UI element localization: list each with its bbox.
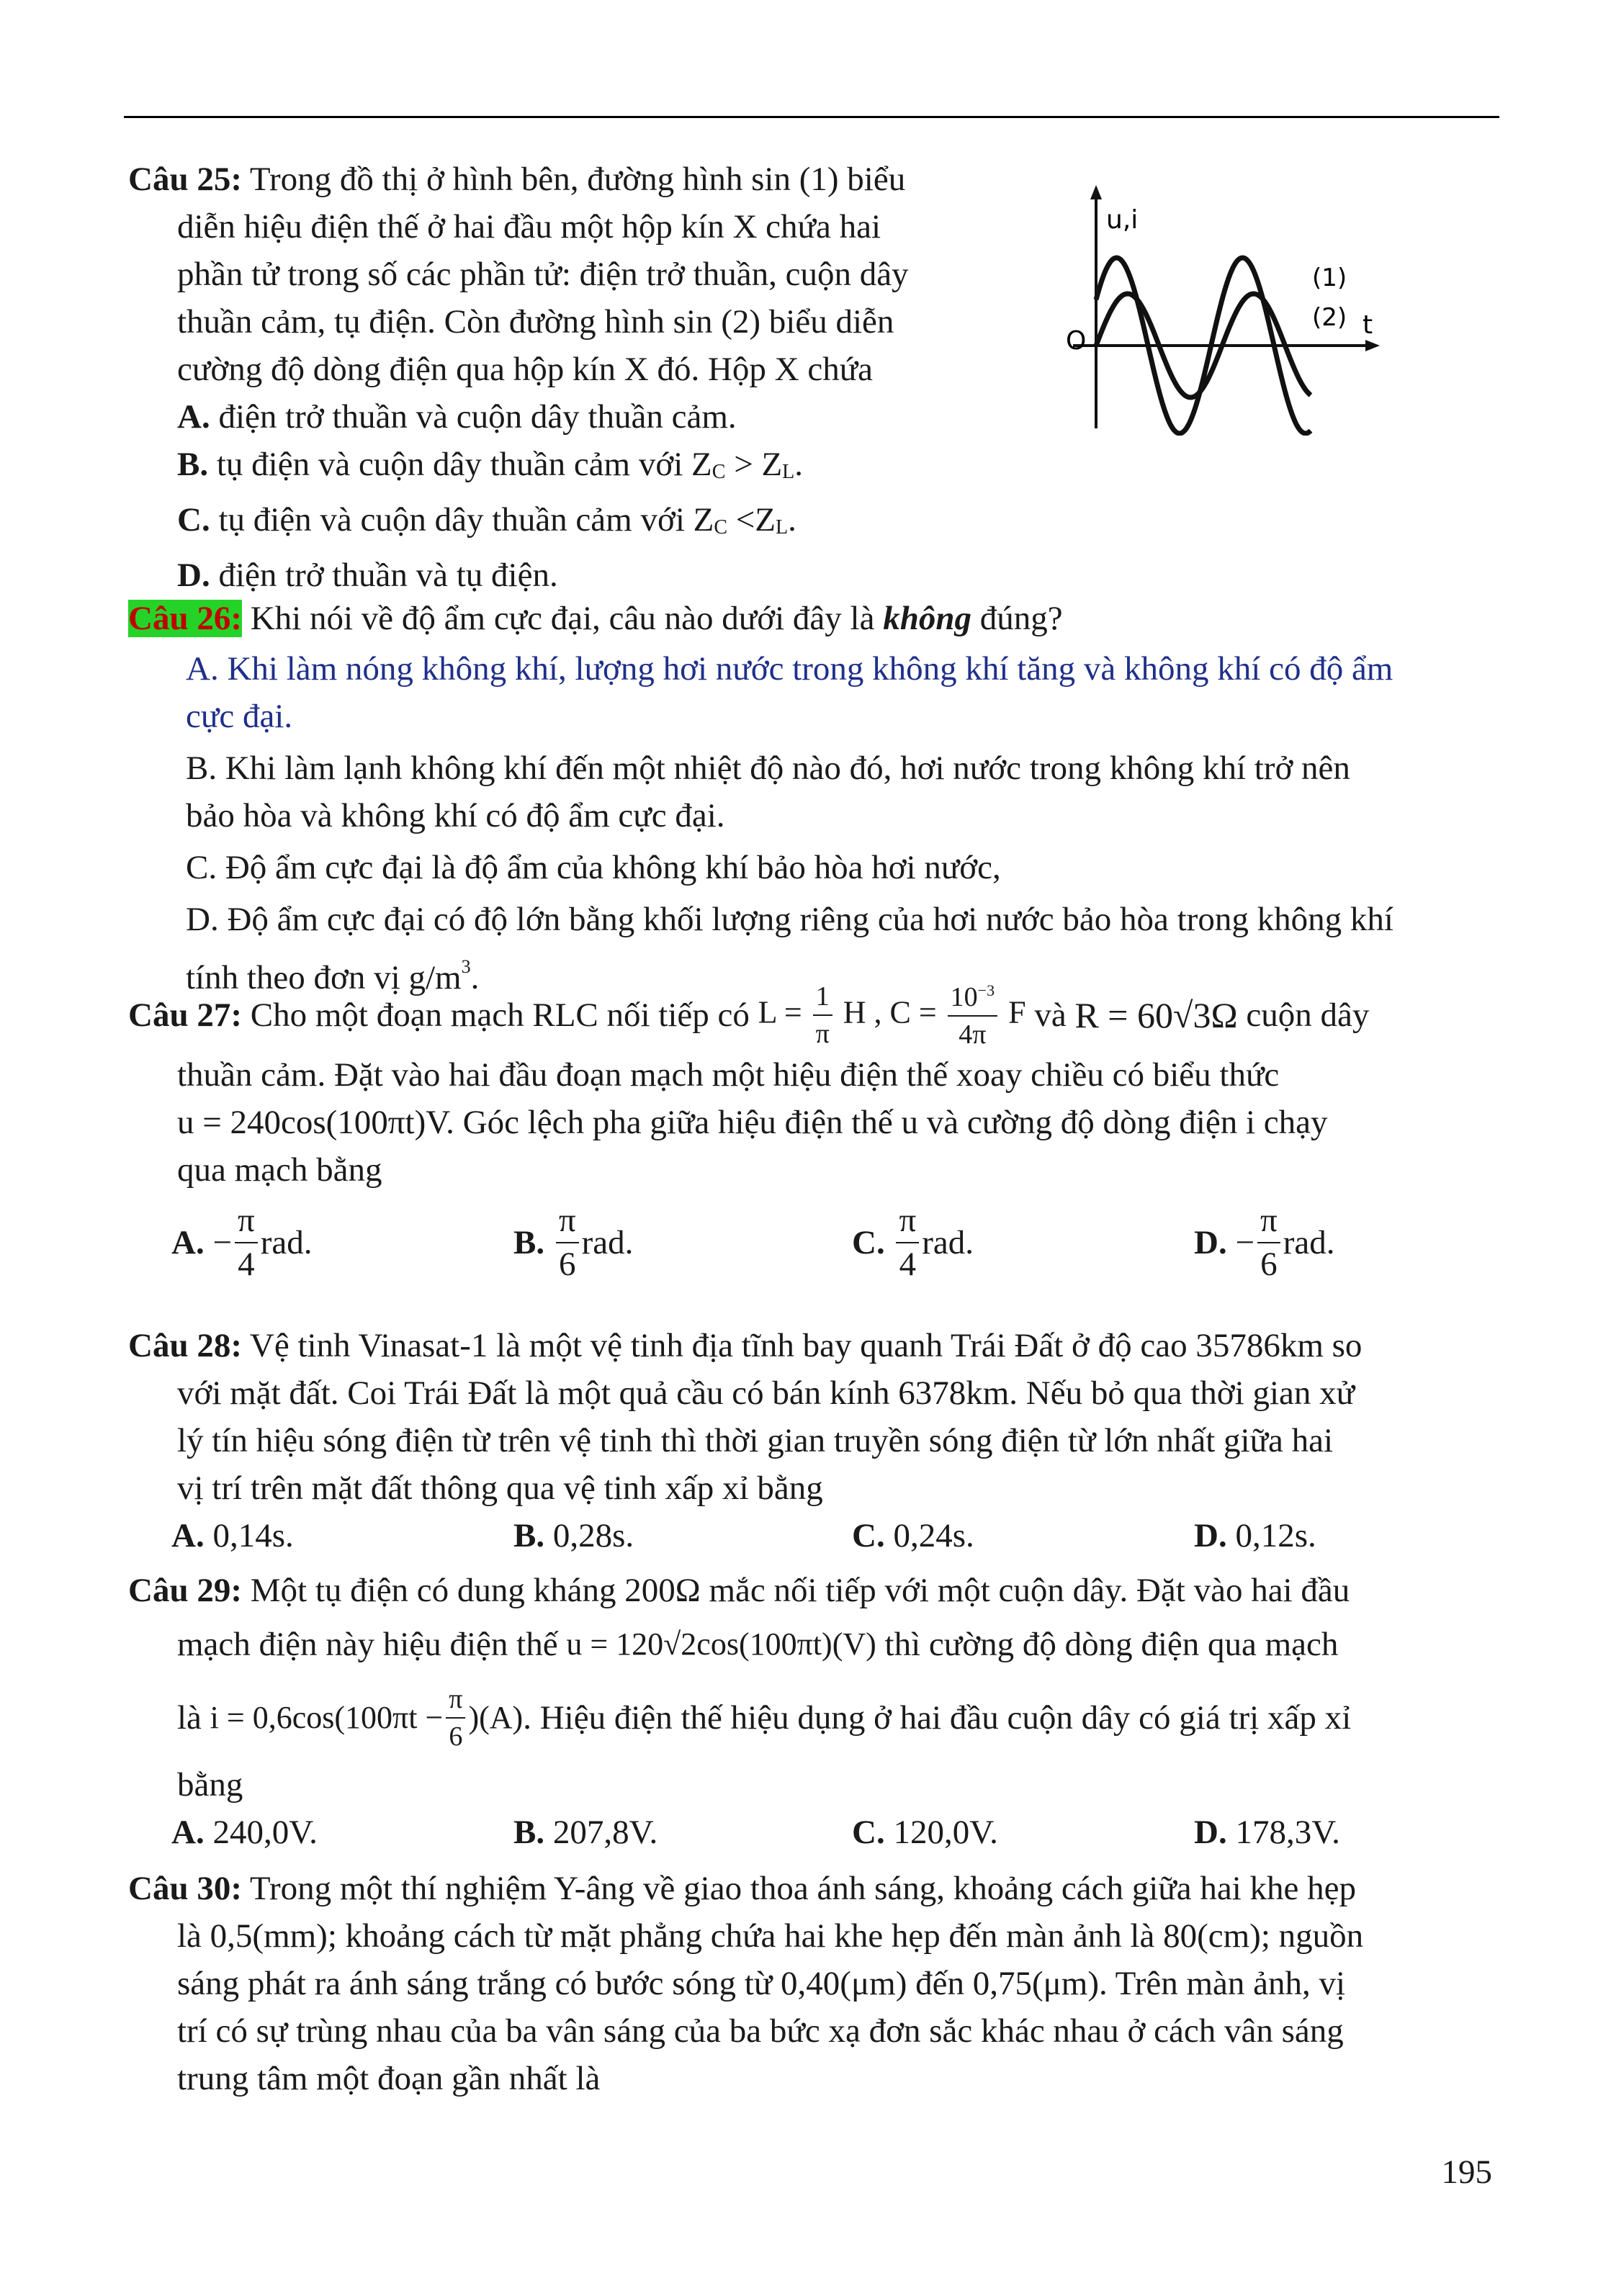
curve-2-label: (2) bbox=[1312, 303, 1347, 332]
q25-stem-line-2: diễn hiệu điện thế ở hai đầu một hộp kín X chứa hai bbox=[177, 208, 881, 246]
q28-option-a[interactable]: A. 0,14s. bbox=[171, 1517, 294, 1554]
q25-stem-line-1: Câu 25: Trong đồ thị ở hình bên, đường hình sin (1) biểu bbox=[128, 161, 906, 198]
q26-stem: Câu 26: Khi nói về độ ẩm cực đại, câu nào dưới đây là không đúng? bbox=[128, 600, 1063, 637]
q26-option-b[interactable]: B. Khi làm lạnh không khí đến một nhiệt độ nào đó, hơi nước trong không khí trở nên bảo hòa và không khí có độ ẩm cực đại. bbox=[186, 749, 1350, 834]
q27-option-a[interactable]: A. − $\frac{\pi}{4}$ rad. bbox=[171, 1202, 313, 1283]
q27-options bbox=[128, 1199, 1496, 1286]
q26-label: Câu 26: bbox=[128, 600, 242, 637]
q25-label: Câu 25: bbox=[128, 161, 242, 198]
q25-ui-graph bbox=[1066, 184, 1383, 436]
q27-option-b[interactable]: B. $\frac{\pi}{6}$ rad. bbox=[513, 1202, 634, 1283]
page-number: 195 bbox=[1441, 2153, 1492, 2191]
q28-option-d[interactable]: D. 0,12s. bbox=[1194, 1517, 1316, 1554]
q25-stem-line-3: phần tử trong số các phần tử: điện trở thuần, cuộn dây bbox=[177, 256, 909, 293]
q29-stem-line-2: mạch điện này hiệu điện thế u = 120√2cos(100πt)(V) thì cường độ dòng điện qua mạch bbox=[128, 1614, 1496, 1675]
question-30 bbox=[128, 1865, 1496, 2102]
q25-option-c[interactable]: C. tụ điện và cuộn dây thuần cảm với ZC <ZL. bbox=[177, 501, 796, 539]
q30-label: Câu 30: bbox=[128, 1870, 242, 1907]
q30-stem-line-1: Câu 30: Trong một thí nghiệm Y-âng về giao thoa ánh sáng, khoảng cách giữa hai khe hẹp bbox=[128, 1870, 1356, 1907]
q30-stem-line-5: trung tâm một đoạn gần nhất là bbox=[177, 2060, 601, 2097]
q28-stem-line-1: Câu 28: Vệ tinh Vinasat-1 là một vệ tinh địa tĩnh bay quanh Trái Đất ở độ cao 35786km so bbox=[128, 1327, 1363, 1364]
q27-stem-line-1: Câu 27: Cho một đoạn mạch RLC nối tiếp có L = $\frac{1}{\pi}$ H , C = $\frac{10^{-3}}{4\pi}$ F và R = 60√3Ω cuộn dây bbox=[128, 981, 1370, 1050]
q28-stem-line-2: với mặt đất. Coi Trái Đất là một quả cầu có bán kính 6378km. Nếu bỏ qua thời gian xử bbox=[177, 1374, 1355, 1412]
header-rule bbox=[124, 116, 1499, 118]
q25-stem-line-4: thuần cảm, tụ điện. Còn đường hình sin (2) biểu diễn bbox=[177, 303, 894, 341]
q27-stem-line-3: u = 240cos(100πt)V. Góc lệch pha giữa hiệu điện thế u và cường độ dòng điện i chạy bbox=[177, 1104, 1328, 1141]
q30-stem-line-3: sáng phát ra ánh sáng trắng có bước sóng từ 0,40(μm) đến 0,75(μm). Trên màn ảnh, vị bbox=[177, 1965, 1346, 2002]
voltage-formula: u = 120√2cos(100πt)(V) bbox=[566, 1626, 876, 1662]
question-26 bbox=[128, 595, 1496, 1001]
q25-option-d[interactable]: D. điện trở thuần và tụ điện. bbox=[177, 557, 558, 594]
y-axis-arrow bbox=[1090, 185, 1102, 199]
q28-option-c[interactable]: C. 0,24s. bbox=[852, 1517, 974, 1554]
q28-options bbox=[128, 1512, 1496, 1559]
q27-stem-line-4: qua mạch bằng bbox=[177, 1151, 382, 1189]
q29-option-b[interactable]: B. 207,8V. bbox=[513, 1814, 658, 1851]
question-28 bbox=[128, 1322, 1496, 1559]
q27-stem-line-2: thuần cảm. Đặt vào hai đầu đoạn mạch một hiệu điện thế xoay chiều có biểu thức bbox=[177, 1056, 1280, 1094]
q29-stem-line-1: Câu 29: Một tụ điện có dung kháng 200Ω mắc nối tiếp với một cuộn dây. Đặt vào hai đầu bbox=[128, 1572, 1350, 1609]
q29-option-a[interactable]: A. 240,0V. bbox=[171, 1814, 318, 1851]
q25-option-b[interactable]: B. tụ điện và cuộn dây thuần cảm với ZC > ZL. bbox=[177, 446, 804, 483]
q28-label: Câu 28: bbox=[128, 1327, 242, 1364]
question-25 bbox=[128, 156, 1036, 599]
q27-label: Câu 27: bbox=[128, 996, 242, 1034]
q30-stem-line-4: trí có sự trùng nhau của ba vân sáng của ba bức xạ đơn sắc khác nhau ở cách vân sáng bbox=[177, 2012, 1344, 2050]
q28-option-b[interactable]: B. 0,28s. bbox=[513, 1517, 634, 1554]
q29-option-c[interactable]: C. 120,0V. bbox=[852, 1814, 998, 1851]
origin-label: O bbox=[1066, 326, 1087, 356]
resistance-formula: R = 60√3Ω bbox=[1074, 995, 1238, 1035]
q29-option-d[interactable]: D. 178,3V. bbox=[1194, 1814, 1340, 1851]
q27-option-d[interactable]: D. − $\frac{\pi}{6}$ rad. bbox=[1194, 1202, 1335, 1283]
q28-stem-line-3: lý tín hiệu sóng điện từ trên vệ tinh thì thời gian truyền sóng điện từ lớn nhất giữa hai bbox=[177, 1422, 1334, 1459]
t-axis-arrow bbox=[1365, 340, 1380, 351]
q26-option-c[interactable]: C. Độ ẩm cực đại là độ ẩm của không khí bảo hòa hơi nước, bbox=[186, 849, 1001, 886]
question-29 bbox=[128, 1567, 1496, 1856]
current-formula: i = 0,6cos(100πt − $\frac{\pi}{6}$ )(A) bbox=[210, 1684, 524, 1752]
q28-stem-line-4: vị trí trên mặt đất thông qua vệ tinh xấp xỉ bằng bbox=[177, 1469, 823, 1507]
q29-stem-line-3: là i = 0,6cos(100πt − $\frac{\pi}{6}$ )(A) . Hiệu điện thế hiệu dụng ở hai đầu cuộn dây có giá trị xấp xỉ bbox=[177, 1684, 1352, 1752]
t-axis-label: t bbox=[1363, 310, 1373, 340]
y-axis-label: u,i bbox=[1106, 205, 1139, 235]
q25-stem-line-5: cường độ dòng điện qua hộp kín X đó. Hộp X chứa bbox=[177, 351, 874, 388]
q27-option-c[interactable]: C. $\frac{\pi}{4}$ rad. bbox=[852, 1202, 974, 1283]
q26-option-a[interactable]: A. Khi làm nóng không khí, lượng hơi nước trong không khí tăng và không khí có độ ẩm cực đại. bbox=[186, 650, 1393, 735]
q29-label: Câu 29: bbox=[128, 1572, 242, 1609]
q29-stem-line-4: bằng bbox=[177, 1766, 243, 1804]
q29-options bbox=[128, 1809, 1496, 1856]
curve-1-label: (1) bbox=[1312, 264, 1347, 292]
q30-stem-line-2: là 0,5(mm); khoảng cách từ mặt phẳng chứa hai khe hẹp đến màn ảnh là 80(cm); nguồn bbox=[177, 1917, 1364, 1955]
inductance-formula: L = $\frac{1}{\pi}$ H , C = $\frac{10^{-3}}{4\pi}$ F bbox=[758, 981, 1026, 1050]
q26-option-d[interactable]: D. Độ ẩm cực đại có độ lớn bằng khối lượng riêng của hơi nước bảo hòa trong không khí tính theo đơn vị $g/m^3$. bbox=[186, 901, 1393, 996]
q25-option-a[interactable]: A. điện trở thuần và cuộn dây thuần cảm. bbox=[177, 398, 737, 436]
question-27 bbox=[128, 979, 1496, 1286]
